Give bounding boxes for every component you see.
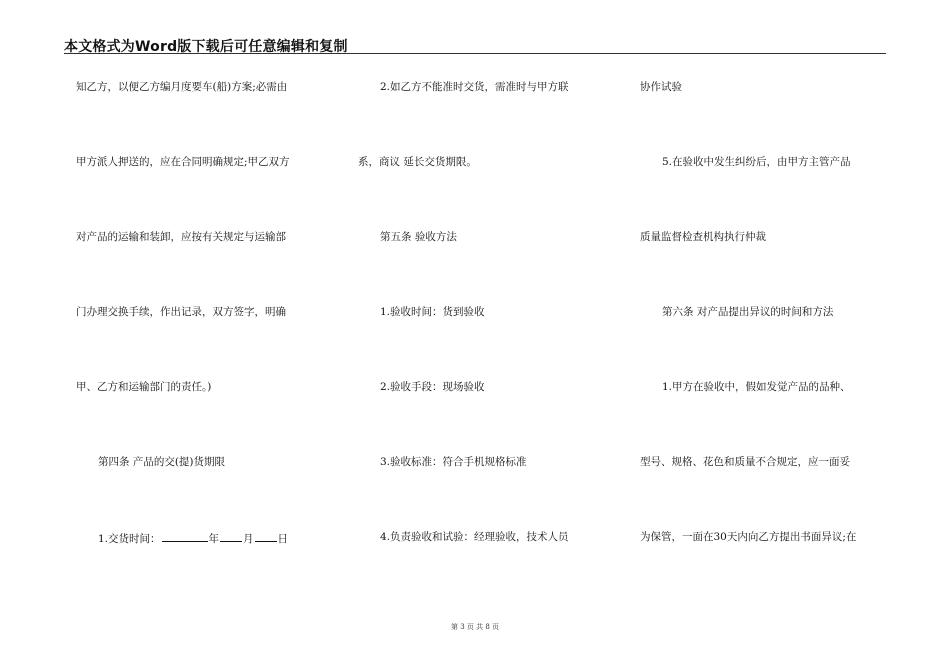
text-line: 3.验收标准：符合手机规格标准 xyxy=(380,456,527,468)
day-label: 日 xyxy=(277,533,289,545)
text-line: 协作试验 xyxy=(640,81,682,93)
section-heading: 第四条 产品的交(提)货期限 xyxy=(98,456,226,468)
text-line: 门办理交换手续，作出记录，双方签字，明确 xyxy=(76,306,286,318)
year-blank xyxy=(162,530,208,542)
text-line: 1.甲方在验收中，假如发觉产品的品种、 xyxy=(662,381,851,393)
text-line: 2.如乙方不能准时交货，需准时与甲方联 xyxy=(380,81,569,93)
text-line: 1.验收时间：货到验收 xyxy=(380,306,485,318)
text-line: 4.负责验收和试验：经理验收，技术人员 xyxy=(380,531,569,543)
text-line: 2.验收手段：现场验收 xyxy=(380,381,485,393)
section-heading: 第五条 验收方法 xyxy=(380,231,457,243)
text-column-2 xyxy=(358,0,620,600)
page-footer: 第 3 页 共 8 页 xyxy=(450,623,500,631)
text-line: 甲、乙方和运输部门的责任。) xyxy=(76,381,212,393)
section-heading: 第六条 对产品提出异议的时间和方法 xyxy=(662,306,834,318)
text-column-3 xyxy=(640,0,902,600)
text-line: 甲方派人押送的，应在合同明确规定;甲乙双方 xyxy=(76,156,290,168)
text-column-1 xyxy=(76,0,338,600)
year-label: 年 xyxy=(208,533,220,545)
month-blank xyxy=(220,530,242,542)
text-line: 5.在验收中发生纠纷后，由甲方主管产品 xyxy=(662,156,851,168)
day-blank xyxy=(255,530,277,542)
text-line: 质量监督检查机构执行仲裁 xyxy=(640,231,766,243)
text-line: 知乙方，以便乙方编月度要车(船)方案;必需由 xyxy=(76,81,288,93)
text-line: 型号、规格、花色和质量不合规定，应一面妥 xyxy=(640,456,850,468)
month-label: 月 xyxy=(243,533,254,545)
delivery-time-line xyxy=(76,530,288,546)
text-line: 对产品的运输和装卸，应按有关规定与运输部 xyxy=(76,231,286,243)
text-line: 为保管，一面在30天内向乙方提出书面异议;在 xyxy=(640,531,857,543)
delivery-time-prefix: 1.交货时间： xyxy=(98,533,161,545)
text-line: 系，商议 延长交货期限。 xyxy=(358,156,477,168)
page-header-title: 本文格式为Word版下载后可任意编辑和复制 xyxy=(64,39,348,55)
